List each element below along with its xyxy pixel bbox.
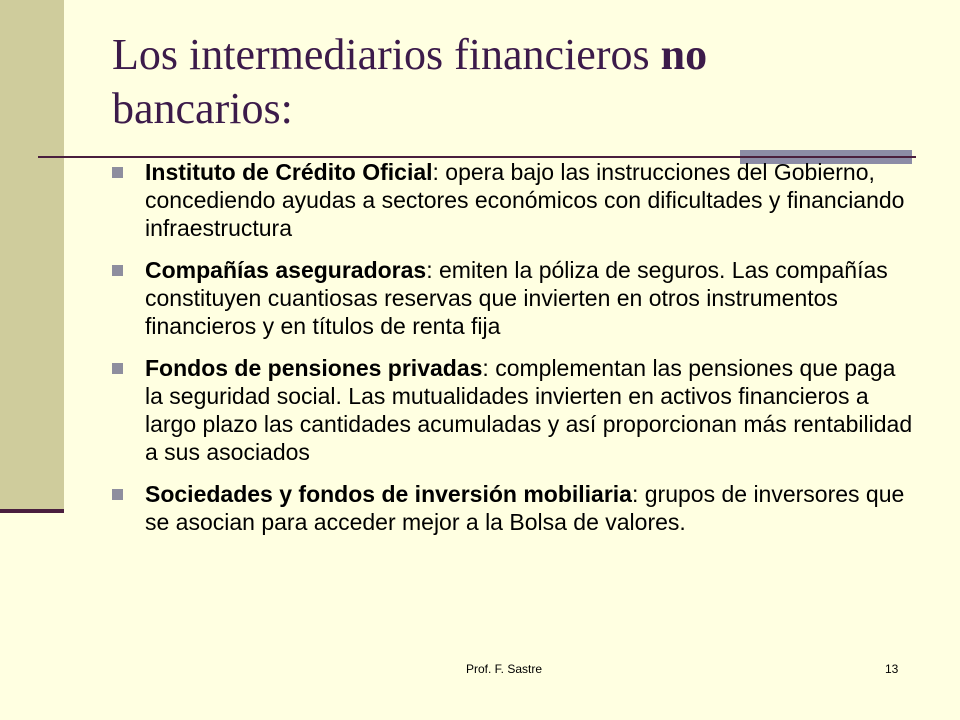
title-part2: bancarios: xyxy=(112,84,293,133)
bullet-text: : grupos de inversores que se asocian para acceder mejor a la Bolsa de valores. xyxy=(145,481,905,535)
page-number: 13 xyxy=(885,662,899,676)
bullet-text: : emiten la póliza de seguros. Las compañías constituyen cuantiosas reservas que invierten en otros instrumentos financieros y en títulos de renta fija xyxy=(145,257,888,339)
bullet-square-icon xyxy=(112,265,123,276)
footer-author: Prof. F. Sastre xyxy=(466,662,543,676)
bullet-list xyxy=(108,158,918,550)
bullet-item xyxy=(108,158,918,242)
bullet-term: Fondos de pensiones privadas xyxy=(145,355,483,381)
title-part1: Los intermediarios financieros xyxy=(112,30,661,79)
bullet-term: Sociedades y fondos de inversión mobiliaria xyxy=(145,481,632,507)
bullet-item xyxy=(108,480,918,536)
bullet-square-icon xyxy=(112,167,123,178)
bullet-term: Instituto de Crédito Oficial xyxy=(145,159,433,185)
title-bold-word: no xyxy=(660,30,708,79)
bullet-item xyxy=(108,354,918,466)
side-band-rule xyxy=(0,509,64,513)
bullet-square-icon xyxy=(112,489,123,500)
side-band xyxy=(0,0,64,510)
bullet-text: : opera bajo las instrucciones del Gobierno, concediendo ayudas a sectores económicos con dificultades y financiando infraestructura xyxy=(145,159,905,241)
bullet-term: Compañías aseguradoras xyxy=(145,257,427,283)
bullet-item xyxy=(108,256,918,340)
bullet-text: : complementan las pensiones que paga la seguridad social. Las mutualidades invierten en activos financieros a largo plazo las cantidades acumuladas y así proporcionan más rentabilidad a sus asociados xyxy=(145,355,913,465)
slide-title xyxy=(112,28,932,136)
title-divider-accent-top xyxy=(740,150,912,156)
bullet-square-icon xyxy=(112,363,123,374)
